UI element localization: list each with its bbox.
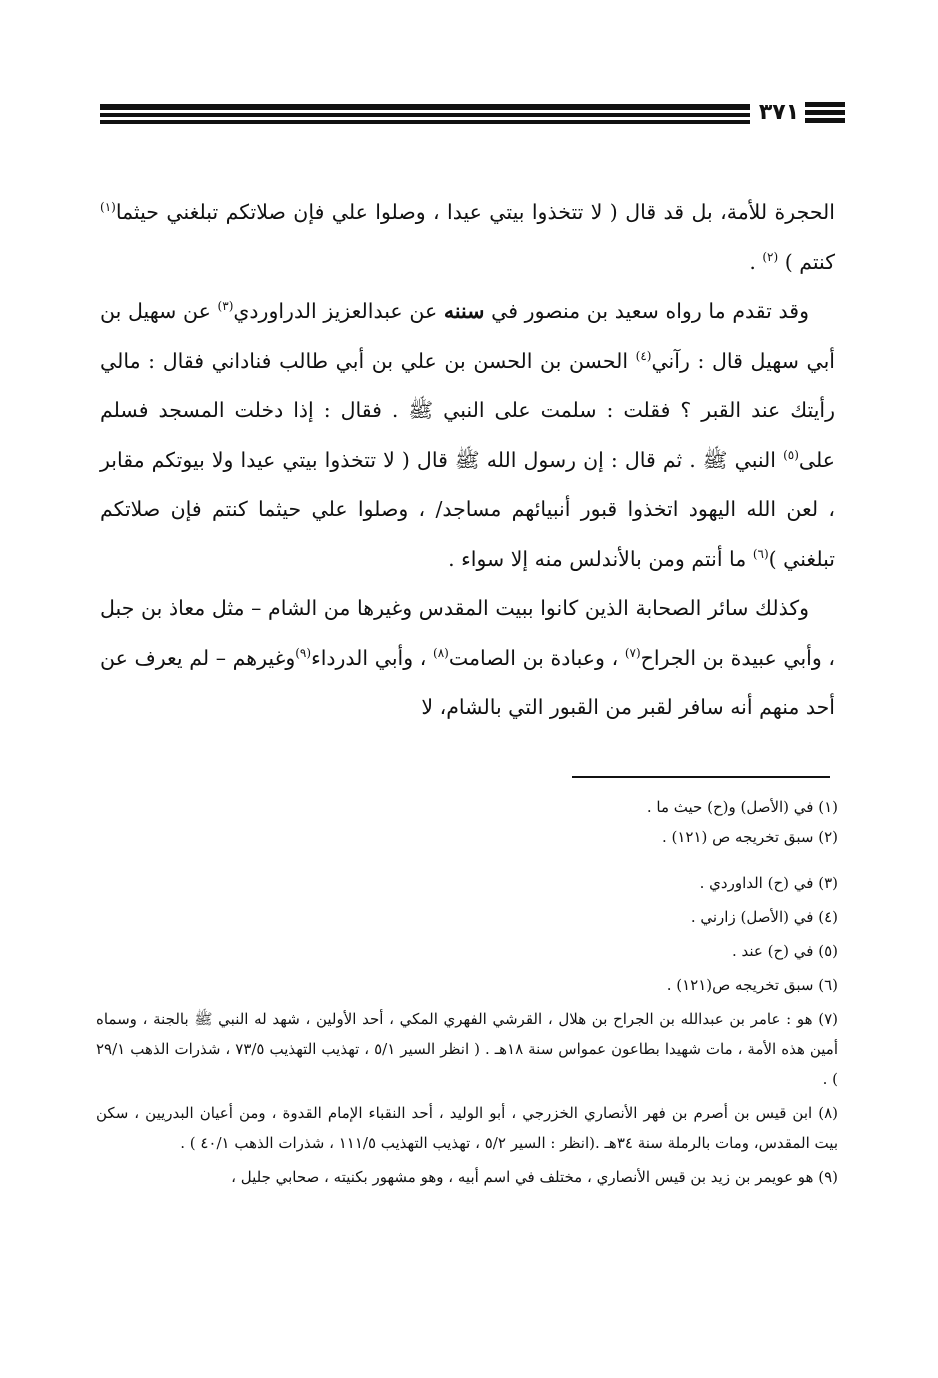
footnote-4: (٤) في (الأصل) زارني .	[690, 908, 838, 926]
page-header	[100, 98, 845, 128]
footnote-separator	[572, 776, 830, 778]
footnote-ref-2[interactable]: (٢)	[762, 249, 779, 264]
paragraph-2: وقد تقدم ما رواه سعيد بن منصور في سننه عن عبدالعزيز الدراوردي$^{(٣)}$ عن سهيل بن أبي سهيل قال : رآني$^{(٤)}$ الحسن بن الحسن بن علي بن أبي طالب فناداني فقال : مالي رأيتك عند القبر ؟ فقلت : سلمت على النبي ﷺ . فقال : إذا دخلت المسجد فسلم على$^{(٥)}$ النبي ﷺ . ثم قال : إن رسول الله ﷺ قال ( لا تتخذوا بيتي عيدا ولا بيوتكم مقابر ، لعن الله اليهود اتخذوا قبور أنبيائهم مساجد/ ، وصلوا علي حيثما كنتم فإن صلاتكم تبلغني )$^{(٦)}$ ما أنتم ومن بالأندلس منه إلا سواء .	[100, 299, 835, 571]
footnote-3: (٣) في (ح) الداوردي .	[699, 874, 838, 892]
footnote-ref-8[interactable]: (٨)	[433, 645, 449, 660]
footnote-ref-9[interactable]: (٩)	[295, 645, 312, 660]
footnote-ref-6[interactable]: (٦)	[752, 546, 769, 561]
footnote-5: (٥) في (ح) عند .	[731, 942, 838, 960]
footnote-ref-1[interactable]: (١)	[100, 200, 116, 214]
footnote-2: (٢) سبق تخريجه ص (١٢١) .	[661, 828, 838, 846]
footnote-gap	[96, 852, 838, 868]
footnotes	[96, 792, 838, 1192]
header-rule-bottom	[100, 120, 750, 124]
footnote-ref-7[interactable]: (٧)	[624, 645, 641, 660]
footnote-7: (٧) هو : عامر بن عبدالله بن الجراح بن هلال ، القرشي الفهري المكي ، أحد الأولين ، شهد له النبي ﷺ بالجنة ، وسماه أمين هذه الأمة ، مات شهيدا بطاعون عمواس سنة ١٨هـ . ( انظر السير ٥/١ ، تهذيب التهذيب ٧٣/٥ ، شذرات الذهب ٢٩/١ ) .	[96, 1010, 838, 1088]
footnote-9: (٩) هو عويمر بن زيد بن قيس الأنصاري ، مختلف في اسم أبيه ، وهو مشهور بكنيته ، صحابي جليل ،	[231, 1168, 838, 1186]
paragraph-3: وكذلك سائر الصحابة الذين كانوا ببيت المقدس وغيرها من الشام – مثل معاذ بن جبل ، وأبي عبيدة بن الجراح$^{(٧)}$ ، وعبادة بن الصامت$^{(٨)}$ ، وأبي الدرداء$^{(٩)}$وغيرهم – لم يعرف عن أحد منهم أنه سافر لقبر من القبور التي بالشام، لا	[100, 596, 835, 719]
page-number: ٣٧١	[755, 100, 803, 126]
header-rule-middle	[100, 113, 750, 117]
header-rule-top	[100, 104, 750, 110]
footnote-ref-3[interactable]: (٣)	[217, 299, 234, 313]
footnote-6: (٦) سبق تخريجه ص(١٢١) .	[666, 976, 838, 994]
footnote-8: (٨) ابن قيس بن أصرم بن فهر الأنصاري الخزرجي ، أبو الوليد ، أحد النقباء الإمام القدوة ، ومن أعيان البدريين ، سكن بيت المقدس، ومات بالرملة سنة ٣٤هـ .(انظر : السير ٥/٢ ، تهذيب التهذيب ١١١/٥ ، شذرات الذهب ٤٠/١ ) .	[96, 1104, 838, 1152]
header-bars-right	[805, 102, 845, 124]
footnote-1: (١) في (الأصل) و(ح) حيث ما .	[646, 798, 838, 816]
main-text	[100, 188, 835, 733]
footnote-ref-4[interactable]: (٤)	[635, 348, 652, 363]
footnote-ref-5[interactable]: (٥)	[783, 447, 799, 462]
book-title-sunan: سننه	[443, 299, 485, 323]
paragraph-1: الحجرة للأمة، بل قد قال ( لا تتخذوا بيتي عيدا ، وصلوا علي فإن صلاتكم تبلغني حيثما$^{(١)}$ كنتم ) $^{(٢)}$ .	[100, 200, 835, 274]
